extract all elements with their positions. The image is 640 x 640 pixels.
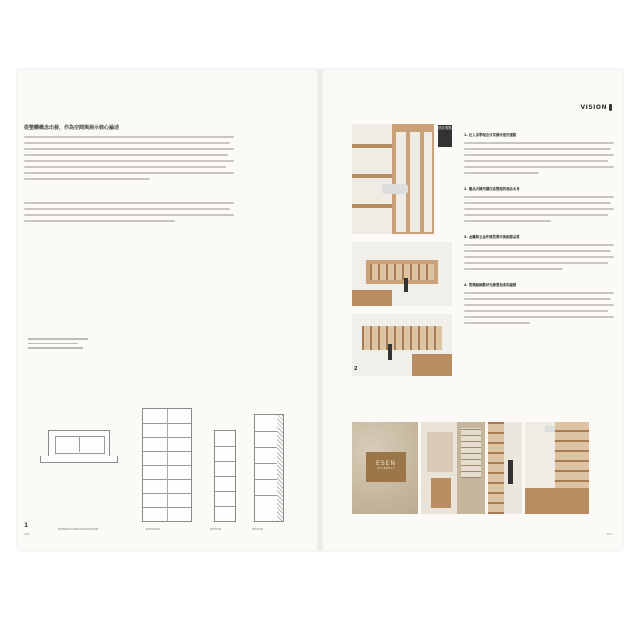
brand-mark-icon [609, 104, 612, 111]
magazine-spread [18, 70, 622, 550]
figure-number: 1 [24, 522, 29, 529]
photo-counter-view [352, 314, 452, 376]
section-drawing-2 [254, 414, 284, 522]
drawing-caption-4: SECTION [252, 528, 264, 531]
point-title: 4. 質樸細細數材光線營造柔和溫暖 [464, 283, 517, 287]
photo-number: 2 [354, 366, 358, 372]
point-title: 1. 注入美學理念目常操作使用重點 [464, 133, 517, 137]
design-point-3 [464, 234, 614, 270]
window-elevation-drawing [48, 430, 110, 458]
left-page [18, 70, 320, 550]
section-drawing-1 [214, 430, 236, 522]
right-page [320, 70, 622, 550]
running-head [580, 104, 612, 111]
page-number: 103 [606, 532, 612, 536]
photo-shelf-aisle [488, 422, 522, 514]
running-head-label: VISION [580, 104, 607, 111]
design-point-2 [464, 186, 614, 222]
counter-base-drawing [40, 456, 118, 463]
drawing-caption-1: ENTRANCE WINDOW ELEVATION [58, 528, 99, 531]
photo-storefront [421, 422, 485, 514]
body-paragraph-2 [24, 198, 234, 222]
photo-shelving-closeup [352, 124, 434, 234]
photo-store-interior [352, 242, 452, 306]
design-point-1 [464, 132, 614, 174]
store-sign-subtext: PHARMACY [377, 467, 395, 470]
drawing-caption-2: ELEVATION [146, 528, 160, 531]
drawing-caption-3: SECTION [210, 528, 222, 531]
design-point-4 [464, 282, 614, 324]
store-sign-text: ESEN [376, 460, 396, 467]
design-points-tag: 設計要點 [438, 125, 452, 147]
photo-display-counter [525, 422, 589, 514]
page-number: 102 [24, 532, 30, 536]
point-title: 3. 金屬與五金件微型製作與細節品質 [464, 235, 520, 239]
section-heading: 從整體概念出發，作為空間與展示核心論述 [24, 125, 120, 131]
photo-stone-sign [352, 422, 418, 514]
point-title: 2. 徹品式陳列讓住客整理的商品本身 [464, 187, 520, 191]
shelf-elevation-drawing [142, 408, 192, 522]
body-paragraph-1 [24, 132, 234, 180]
book-gutter [316, 70, 324, 550]
annotation-notes [28, 338, 98, 349]
